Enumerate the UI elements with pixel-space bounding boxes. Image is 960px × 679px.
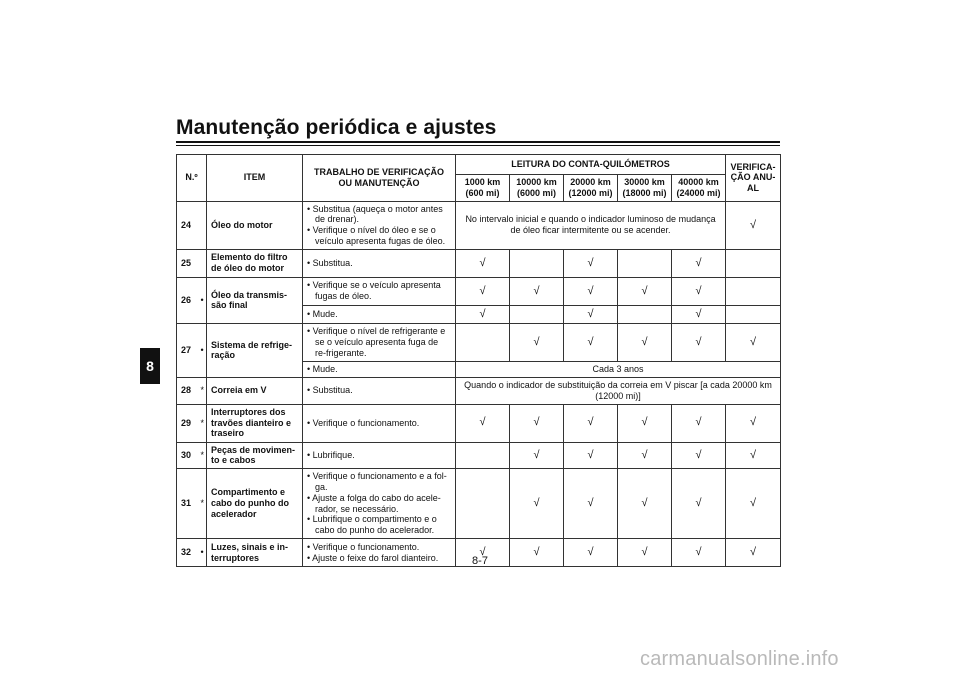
row-number: 32: [177, 539, 197, 567]
page-title: Manutenção periódica e ajustes: [176, 116, 497, 139]
row-marker: [197, 249, 207, 277]
row-item: Luzes, sinais e in-terruptores: [207, 539, 303, 567]
row-marker: *: [197, 377, 207, 404]
check-mark: √: [672, 469, 726, 539]
odometer-col: [672, 175, 726, 202]
check-mark: √: [456, 249, 510, 277]
work-line: • Lubrifique o compartimento e o cabo do punho do acelerador.: [307, 514, 437, 536]
check-mark: √: [726, 539, 781, 567]
row-work: [303, 469, 456, 539]
check-mark: √: [456, 404, 510, 442]
row-work: [303, 323, 456, 361]
header-work: TRABALHO DE VERIFICAÇÃO OU MANUTENÇÃO: [303, 155, 456, 202]
odometer-col: [510, 175, 564, 202]
check-mark: √: [510, 442, 564, 469]
odometer-col: [618, 175, 672, 202]
check-mark: √: [672, 404, 726, 442]
check-mark: √: [726, 469, 781, 539]
check-mark: √: [672, 442, 726, 469]
check-mark: √: [510, 277, 564, 305]
row-number: 29: [177, 404, 197, 442]
work-line: • Verifique o nível do óleo e se o veículo apresenta fugas de óleo.: [307, 225, 446, 246]
row-marker: •: [197, 277, 207, 323]
row-item: Interruptores dos travões dianteiro e traseiro: [207, 404, 303, 442]
header-odometer: LEITURA DO CONTA-QUILÓMETROS: [456, 155, 726, 175]
check-mark: √: [726, 323, 781, 361]
row-marker: *: [197, 442, 207, 469]
work-line: • Verifique o nível de refrigerante e se o veículo apresenta fuga de re-frigerante.: [307, 326, 446, 358]
empty-cell: [510, 305, 564, 323]
work-line: • Verifique o funcionamento e a fol-ga.: [307, 471, 447, 493]
empty-cell: [726, 249, 781, 277]
header-item: ITEM: [207, 155, 303, 202]
row-marker: *: [197, 404, 207, 442]
check-mark: √: [564, 442, 618, 469]
row-work: [303, 361, 456, 377]
odometer-mi: (12000 mi): [568, 187, 613, 198]
check-mark: √: [510, 539, 564, 567]
row-number: 25: [177, 249, 197, 277]
row-number: 30: [177, 442, 197, 469]
check-mark: √: [672, 277, 726, 305]
work-line: • Substitua.: [307, 385, 353, 396]
row-item: Peças de movimen-to e cabos: [207, 442, 303, 469]
empty-cell: [618, 305, 672, 323]
row-work: [303, 442, 456, 469]
odometer-col: [456, 175, 510, 202]
work-line: • Verifique o funcionamento.: [307, 541, 420, 552]
empty-cell: [618, 249, 672, 277]
work-line: • Lubrifique.: [307, 449, 355, 460]
work-line: • Mude.: [307, 308, 338, 319]
work-line: • Verifique se o veículo apresenta fugas de óleo.: [307, 280, 441, 302]
check-mark: √: [672, 323, 726, 361]
table-row: [177, 469, 781, 539]
row-work: [303, 249, 456, 277]
check-mark: √: [564, 249, 618, 277]
row-item: Óleo da transmis-são final: [207, 277, 303, 323]
check-mark: √: [564, 469, 618, 539]
table-row: [177, 404, 781, 442]
empty-cell: [510, 249, 564, 277]
odometer-mi: (6000 mi): [517, 187, 557, 198]
check-mark: √: [456, 539, 510, 567]
row-marker: [197, 201, 207, 249]
odometer-mi: (24000 mi): [676, 187, 721, 198]
row-marker: •: [197, 539, 207, 567]
row-work: [303, 404, 456, 442]
check-mark: √: [618, 277, 672, 305]
empty-cell: [726, 305, 781, 323]
table-row: [177, 442, 781, 469]
table-row: [177, 249, 781, 277]
row-marker: •: [197, 323, 207, 377]
empty-cell: [456, 323, 510, 361]
odometer-km: 1000 km: [464, 177, 501, 187]
row-number: 27: [177, 323, 197, 377]
row-work: [303, 277, 456, 305]
odometer-km: 30000 km: [624, 177, 665, 187]
check-mark: √: [726, 201, 781, 249]
row-marker: *: [197, 469, 207, 539]
check-mark: √: [564, 277, 618, 305]
work-line: • Mude.: [307, 364, 338, 375]
row-work: [303, 201, 456, 249]
check-mark: √: [672, 305, 726, 323]
title-rule-thin: [176, 145, 780, 146]
row-number: 31: [177, 469, 197, 539]
title-rule: [176, 141, 780, 143]
header-annual: VERIFICA-ÇÃO ANU-AL: [726, 155, 781, 202]
check-mark: √: [618, 539, 672, 567]
empty-cell: [726, 277, 781, 305]
table-row: [177, 323, 781, 361]
watermark: carmanualsonline.info: [640, 648, 839, 670]
check-mark: √: [672, 249, 726, 277]
check-mark: √: [456, 305, 510, 323]
interval-note: Cada 3 anos: [456, 361, 781, 377]
table-row: [177, 201, 781, 249]
row-work: [303, 377, 456, 404]
row-item: Correia em V: [207, 377, 303, 404]
check-mark: √: [618, 442, 672, 469]
check-mark: √: [564, 305, 618, 323]
work-line: • Substitua (aqueça o motor antes de drenar).: [307, 203, 443, 225]
work-line: • Substitua.: [307, 257, 353, 268]
row-number: 28: [177, 377, 197, 404]
row-item: Sistema de refrige-ração: [207, 323, 303, 377]
odometer-km: 20000 km: [570, 177, 611, 187]
check-mark: √: [726, 404, 781, 442]
empty-cell: [456, 469, 510, 539]
odometer-mi: (18000 mi): [622, 187, 667, 198]
header-no: N.º: [177, 155, 207, 202]
odometer-km: 40000 km: [678, 177, 719, 187]
row-item: Elemento do filtro de óleo do motor: [207, 249, 303, 277]
odometer-mi: (600 mi): [465, 187, 500, 198]
odometer-col: [564, 175, 618, 202]
page-number: 8-7: [472, 555, 488, 567]
row-number: 24: [177, 201, 197, 249]
work-line: • Ajuste a folga do cabo do acele-rador, se necessário.: [307, 492, 441, 514]
check-mark: √: [564, 323, 618, 361]
table-row: [177, 277, 781, 305]
table-row: [177, 377, 781, 404]
row-number: 26: [177, 277, 197, 323]
check-mark: √: [564, 404, 618, 442]
maintenance-table: [176, 154, 781, 567]
check-mark: √: [672, 539, 726, 567]
check-mark: √: [456, 277, 510, 305]
work-line: • Verifique o funcionamento.: [307, 417, 420, 428]
check-mark: √: [618, 404, 672, 442]
check-mark: √: [618, 323, 672, 361]
check-mark: √: [726, 442, 781, 469]
empty-cell: [456, 442, 510, 469]
check-mark: √: [618, 469, 672, 539]
row-item: Compartimento e cabo do punho do acelerador: [207, 469, 303, 539]
chapter-tab: 8: [140, 348, 160, 384]
odometer-km: 10000 km: [516, 177, 557, 187]
interval-note: Quando o indicador de substituição da correia em V piscar [a cada 20000 km (12000 mi)]: [456, 377, 781, 404]
check-mark: √: [510, 323, 564, 361]
row-item: Óleo do motor: [207, 201, 303, 249]
row-work: [303, 305, 456, 323]
check-mark: √: [510, 469, 564, 539]
check-mark: √: [510, 404, 564, 442]
check-mark: √: [564, 539, 618, 567]
work-line: • Ajuste o feixe do farol dianteiro.: [307, 552, 439, 563]
interval-note: No intervalo inicial e quando o indicador luminoso de mudança de óleo ficar intermitente ou se acender.: [456, 201, 726, 249]
